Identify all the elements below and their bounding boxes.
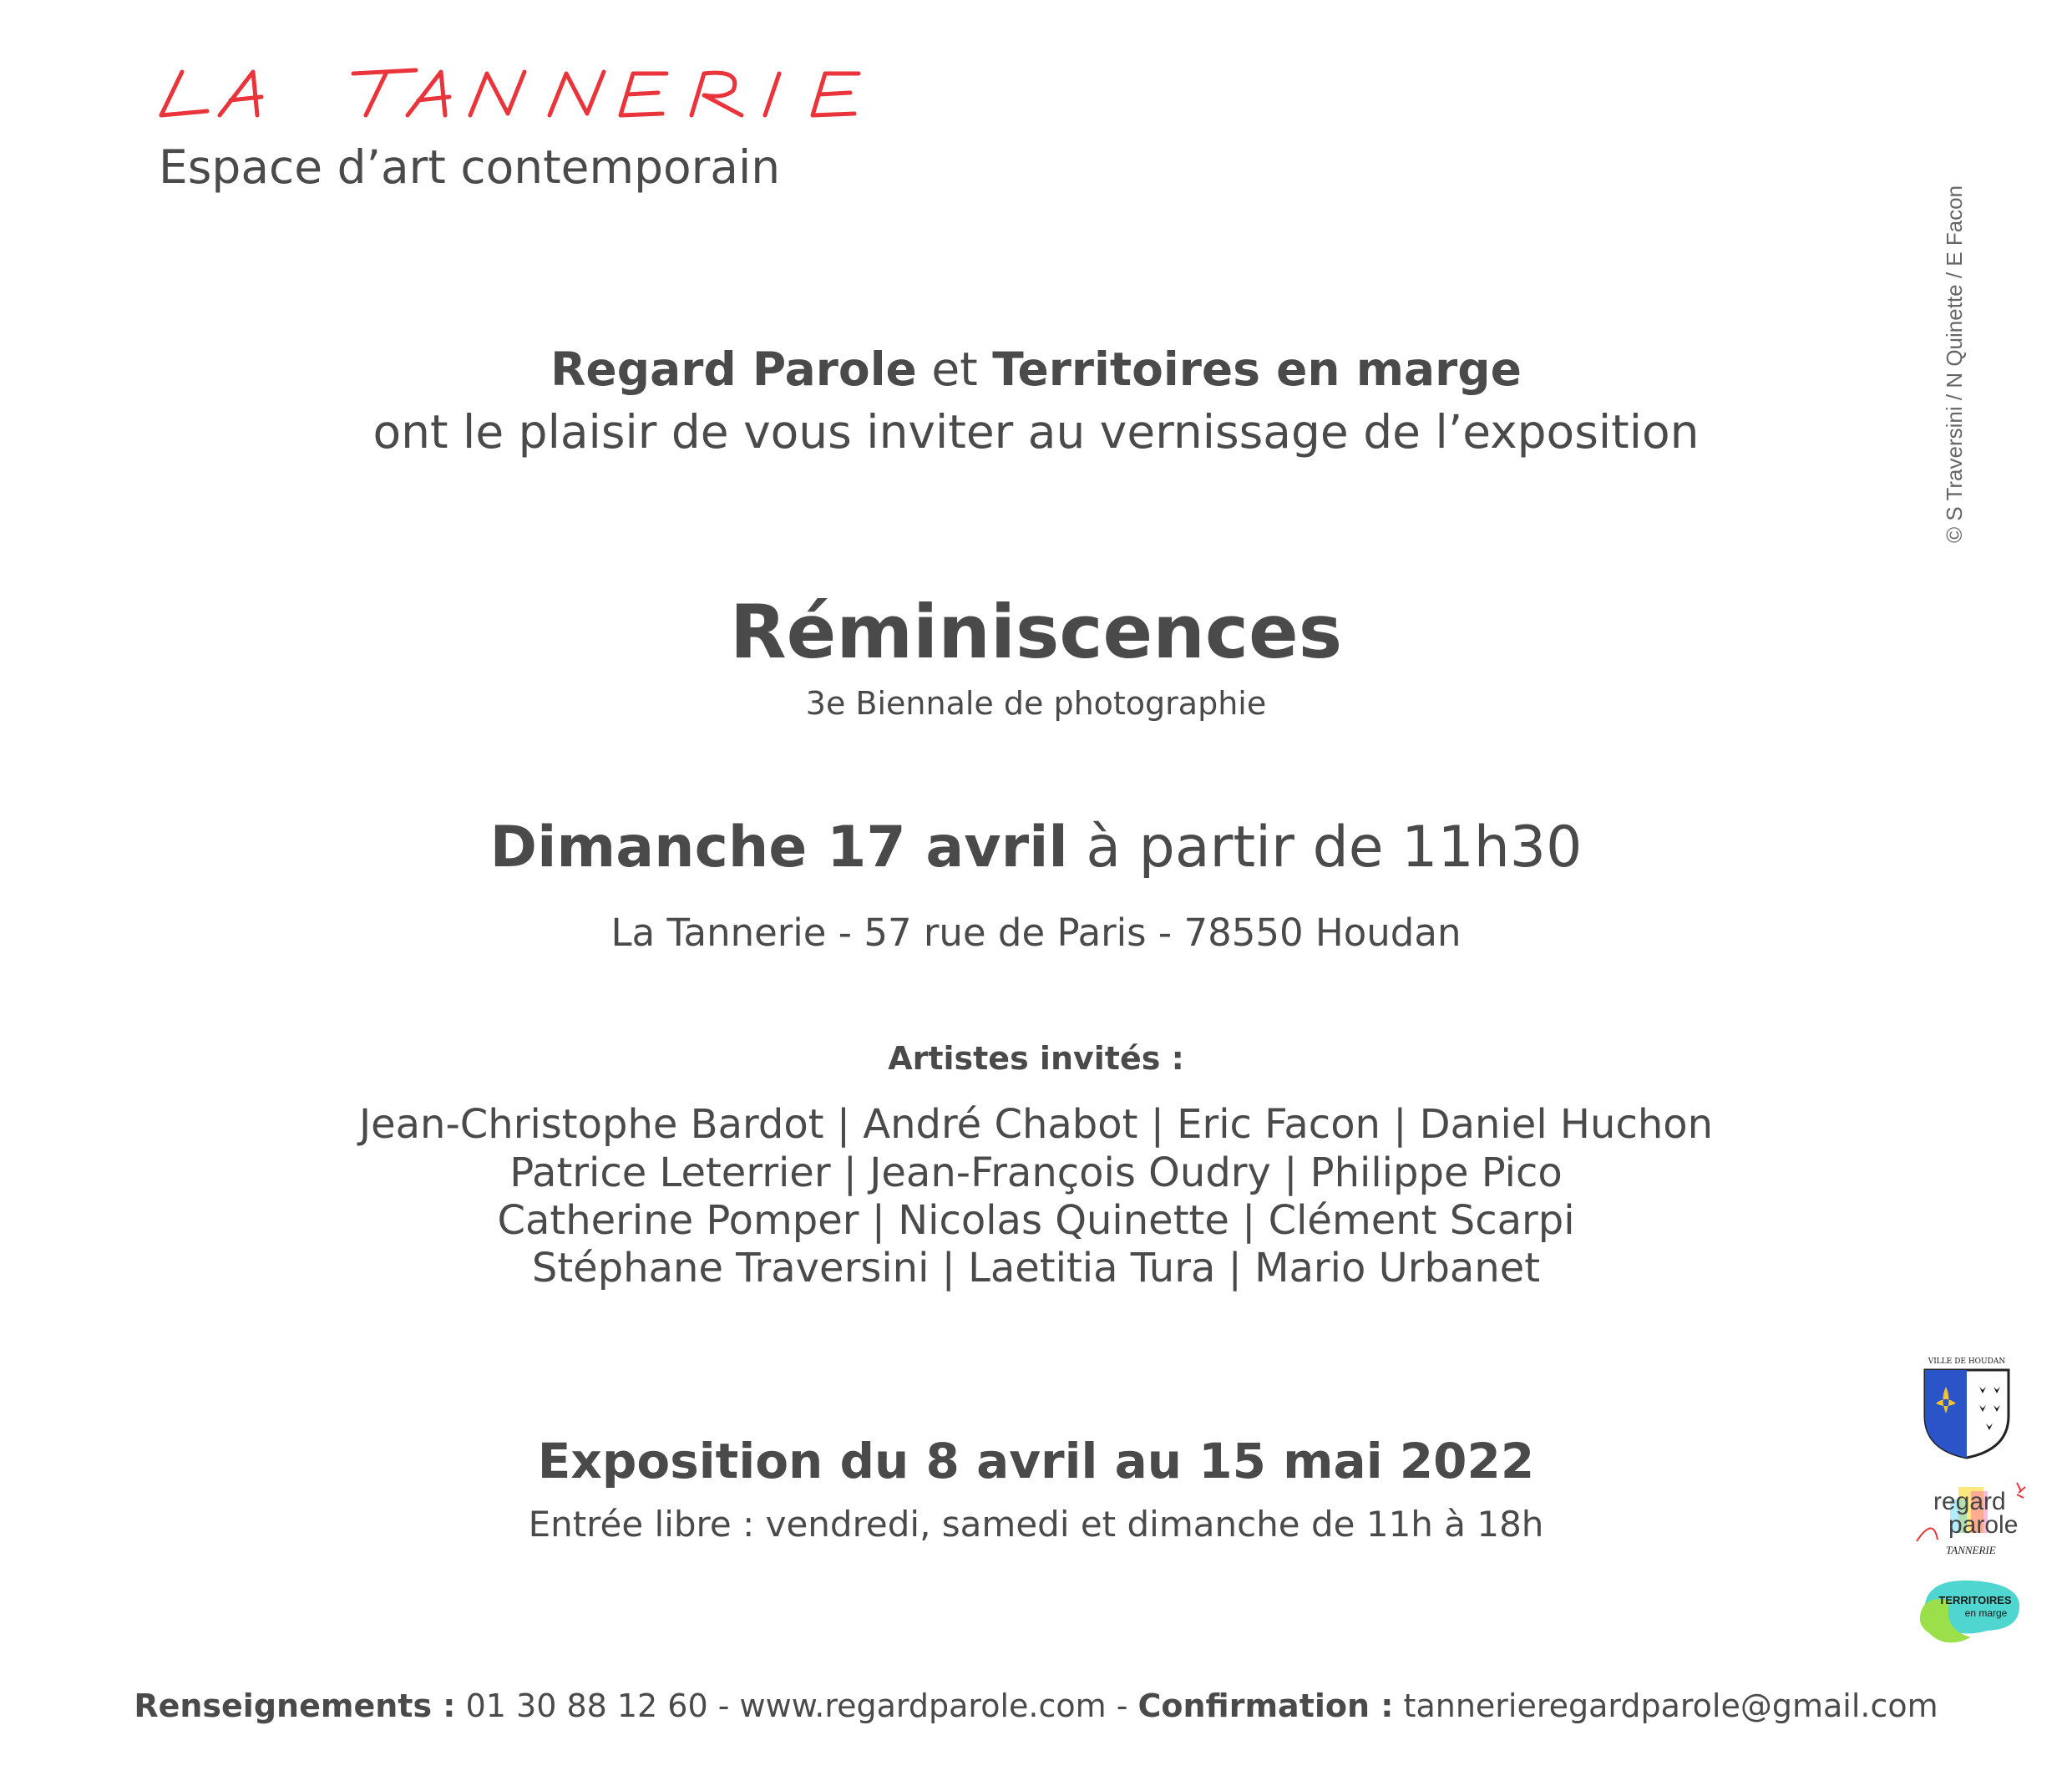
regard-parole-logo-svg: [1908, 1474, 2034, 1562]
photo-credit: © S Traversini / N Quinette / E Facon: [1942, 185, 1967, 543]
info-label: Renseignements :: [134, 1687, 456, 1724]
artists-row: Catherine Pomper | Nicolas Quinette | Clément Scarpi: [497, 1197, 1575, 1244]
en-marge-word: en marge: [1964, 1607, 2008, 1619]
artists-row: Jean-Christophe Bardot | André Chabot | Eric Facon | Daniel Huchon: [358, 1101, 1714, 1148]
artists-row: Stéphane Traversini | Laetitia Tura | Mario Urbanet: [531, 1245, 1541, 1291]
invitation-line-2: ont le plaisir de vous inviter au vernissage de l’exposition: [372, 405, 1700, 459]
houdan-caption: VILLE DE HOUDAN: [1928, 1357, 2006, 1366]
org-regard-parole: Regard Parole: [550, 343, 917, 396]
opening-time: à partir de 11h30: [1067, 814, 1583, 880]
la-tannerie-logo: [157, 65, 942, 127]
tannerie-word: TANNERIE: [1946, 1544, 1996, 1556]
org-territoires-en-marge: Territoires en marge: [992, 343, 1522, 396]
exhibition-title: Réminiscences: [729, 589, 1343, 675]
parole-word: parole: [1948, 1511, 2019, 1539]
la-tannerie-wordmark-svg: [157, 65, 942, 124]
info-value: 01 30 88 12 60 - www.regardparole.com -: [455, 1687, 1138, 1724]
exhibition-dates: Exposition du 8 avril au 15 mai 2022: [537, 1433, 1535, 1489]
confirm-email[interactable]: tannerieregardparole@gmail.com: [1393, 1687, 1938, 1724]
venue-address: La Tannerie - 57 rue de Paris - 78550 Houdan: [610, 911, 1462, 955]
artists-label: Artistes invités :: [888, 1040, 1184, 1077]
territoires-en-marge-logo: [1912, 1570, 2029, 1657]
artists-row: Patrice Leterrier | Jean-François Oudry | Philippe Pico: [509, 1149, 1563, 1196]
invitation-line-1: [0, 343, 2072, 396]
opening-day: Dimanche 17 avril: [489, 814, 1068, 880]
opening-date-line: [0, 814, 2072, 880]
confirm-label: Confirmation :: [1137, 1687, 1394, 1724]
opening-hours: Entrée libre : vendredi, samedi et dimanche de 11h à 18h: [528, 1504, 1544, 1545]
exhibition-subtitle: 3e Biennale de photographie: [805, 685, 1267, 722]
connector: et: [916, 343, 993, 396]
territoires-word: TERRITOIRES: [1938, 1594, 2012, 1606]
header-subtitle: Espace d’art contemporain: [159, 140, 781, 194]
houdan-crest-icon: [1912, 1353, 2021, 1462]
ville-de-houdan-logo: [1912, 1353, 2021, 1465]
footer-contact: [0, 1687, 2072, 1724]
territoires-logo-svg: [1912, 1570, 2029, 1654]
regard-word: regard: [1933, 1488, 2006, 1515]
regard-parole-logo: [1908, 1474, 2034, 1565]
